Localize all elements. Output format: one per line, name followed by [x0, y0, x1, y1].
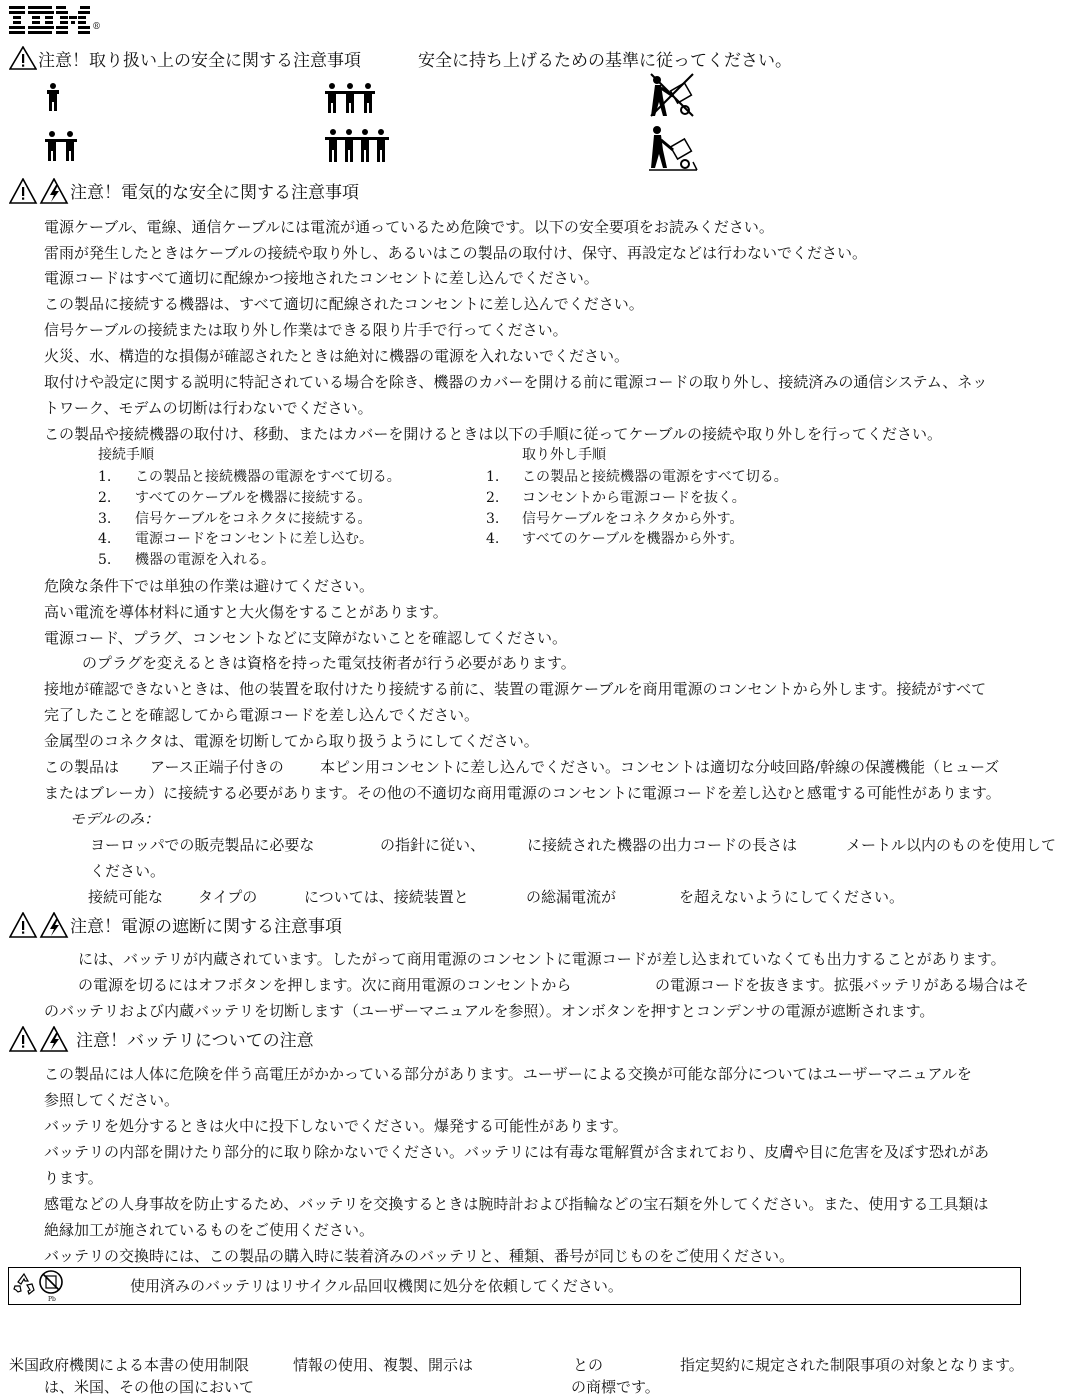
battery-heading: 注意！バッテリについての注意 — [76, 1031, 314, 1051]
connect-step-text: 機器の電源を入れる。 — [135, 552, 275, 568]
battery-line: 絶縁加工が施されているものをご使用ください。 — [44, 1221, 375, 1239]
battery-line: バッテリの交換時には、この製品の購入時に装着済みのバッテリと、種類、番号が同じものをご使用ください。 — [44, 1247, 795, 1265]
disconnect-step-text: すべてのケーブルを機器から外す。 — [522, 531, 744, 547]
leak-text-e: を超えないようにしてください。 — [679, 888, 905, 906]
shutoff-line: には、バッテリが内蔵されています。したがって商用電源のコンセントに電源コードが差し込まれていなくても出力することがあります。 — [78, 950, 1006, 968]
connect-step-number: 2. — [98, 490, 112, 506]
outlet-line2: またはブレーカ）に接続する必要があります。その他の不適切な商用電源のコンセントに電源コードを差し込むと感電する可能性があります。 — [44, 784, 1001, 802]
three-person-lift-icon — [324, 82, 376, 114]
shutoff-line: のバッテリおよび内蔵バッテリを切断します（ユーザーマニュアルを参照）。オンボタンを押すとコンデンサの電源が遮断されます。 — [44, 1002, 935, 1020]
ibm-logo — [9, 4, 89, 32]
leak-text-d: の総漏電流が — [526, 888, 617, 906]
footer-text-b: 情報の使用、複製、開示は — [293, 1356, 474, 1374]
footer-text-d: 指定契約に規定された制限事項の対象となります。 — [680, 1356, 1024, 1374]
footer-text-c: との — [573, 1356, 604, 1374]
connect-step-text: 電源コードをコンセントに差し込む。 — [135, 531, 373, 547]
two-person-lift-icon — [43, 130, 79, 162]
hand-truck-icon — [649, 124, 699, 172]
shutoff-heading: 注意！電源の遮断に関する注意事項 — [70, 917, 342, 937]
disconnect-step-number: 4. — [486, 531, 500, 547]
warning-triangle-icon — [9, 46, 37, 70]
electrical-line: 高い電流を導体材料に通すと大火傷をすることがあります。 — [44, 603, 448, 621]
electrical-line: 電源コードはすべて適切に配線かつ接地されたコンセントに差し込んでください。 — [44, 269, 599, 287]
no-hand-truck-icon — [647, 72, 697, 118]
pb-label: Pb — [48, 1296, 56, 1303]
outlet-text-b: アース正端子付きの — [150, 758, 284, 776]
battery-line: 感電などの人身事故を防止するため、バッテリを交換するときは腕時計および指輪などの宝石類を外してください。また、使用する工具類は — [44, 1195, 989, 1213]
connect-step-text: 信号ケーブルをコネクタに接続する。 — [135, 511, 372, 527]
leak-text-b: タイプの — [198, 888, 258, 906]
eu-text-c: に接続された機器の出力コードの長さは — [527, 836, 798, 854]
recycle-text: 使用済みのバッテリはリサイクル品回収機関に処分を依頼してください。 — [130, 1277, 623, 1295]
electrical-line: 危険な条件下では単独の作業は避けてください。 — [44, 577, 375, 595]
disconnect-step-text: コンセントから電源コードを抜く。 — [522, 490, 746, 506]
shutoff-line: の電源を切るにはオフボタンを押します。次に商用電源のコンセントから — [78, 976, 572, 994]
lifting-heading: 注意！取り扱い上の安全に関する注意事項 — [38, 51, 361, 71]
electrical-line: 信号ケーブルの接続または取り外し作業はできる限り片手で行ってください。 — [44, 321, 568, 339]
footer-text-a: 米国政府機関による本書の使用制限 — [9, 1356, 250, 1374]
electrical-line: この製品や接続機器の取付け、移動、またはカバーを開けるときは以下の手順に従ってケーブルの接続や取り外しを行ってください。 — [44, 425, 943, 443]
disconnect-step-text: この製品と接続機器の電源をすべて切る。 — [522, 469, 788, 485]
electrical-line: この製品に接続する機器は、すべて適切に配線されたコンセントに差し込んでください。 — [44, 295, 644, 313]
disconnect-step-number: 3. — [486, 511, 500, 527]
electrical-line: 取付けや設定に関する説明に特記されている場合を除き、機器のカバーを開ける前に電源コードの取り外し、接続済みの通信システム、ネッ — [44, 373, 988, 391]
electrical-line: 接地が確認できないときは、他の装置を取付けたり接続する前に、装置の電源ケーブルを商用電源のコンセントから外します。接続がすべて — [44, 680, 987, 698]
disconnect-title: 取り外し手順 — [522, 447, 606, 463]
one-person-lift-icon — [43, 82, 63, 112]
disconnect-step-number: 2. — [486, 490, 500, 506]
electric-warning-icon — [9, 912, 69, 938]
four-person-lift-icon — [324, 128, 390, 164]
eu-text-d: メートル以内のものを使用して — [846, 836, 1057, 854]
warning-triangle-icon — [9, 178, 69, 204]
connect-step-number: 5. — [98, 552, 112, 568]
electrical-line: 金属型のコネクタは、電源を切断してから取り扱うようにしてください。 — [44, 732, 539, 750]
electric-warning-icon — [9, 1026, 69, 1052]
outlet-text-a: この製品は — [44, 758, 120, 776]
electrical-line: トワーク、モデムの切断は行わないでください。 — [44, 399, 373, 417]
outlet-text-c: 本ピン用コンセントに差し込んでください。コンセントは適切な分岐回路/幹線の保護機能（ヒューズ — [320, 758, 1000, 776]
lifting-subheading: 安全に持ち上げるための基準に従ってください。 — [418, 51, 792, 71]
electrical-heading: 注意！電気的な安全に関する注意事項 — [70, 183, 359, 203]
model-only: モデルのみ： — [70, 810, 160, 828]
footer-text-f: の商標です。 — [571, 1378, 660, 1396]
electrical-line: 電源ケーブル、電線、通信ケーブルには電流が通っているため危険です。以下の安全要項をお読みください。 — [44, 218, 774, 236]
connect-step-text: この製品と接続機器の電源をすべて切る。 — [135, 469, 401, 485]
connect-title: 接続手順 — [98, 447, 154, 463]
battery-line: バッテリの内部を開けたり部分的に取り除かないでください。バッテリには有毒な電解質が含まれており、皮膚や目に危害を及ぼす恐れがあ — [44, 1143, 990, 1161]
shutoff-line: の電源コードを抜きます。拡張バッテリがある場合はそ — [655, 976, 1029, 994]
connect-step-text: すべてのケーブルを機器に接続する。 — [135, 490, 372, 506]
battery-line: ります。 — [44, 1169, 103, 1187]
registered-mark: ® — [92, 22, 101, 32]
recycle-icon — [12, 1272, 36, 1296]
disconnect-step-number: 1. — [486, 469, 500, 485]
connect-step-number: 1. — [98, 469, 112, 485]
disconnect-step-text: 信号ケーブルをコネクタから外す。 — [522, 511, 744, 527]
electrical-line: のプラグを変えるときは資格を持った電気技術者が行う必要があります。 — [82, 654, 576, 672]
eu-text-a: ヨーロッパでの販売製品に必要な — [90, 836, 315, 854]
leak-text-a: 接続可能な — [88, 888, 164, 906]
connect-step-number: 4. — [98, 531, 112, 547]
footer-text-e: は、米国、その他の国において — [44, 1378, 255, 1396]
electrical-line: 完了したことを確認してから電源コードを差し込んでください。 — [44, 706, 480, 724]
eu-text-b: の指針に従い、 — [380, 836, 486, 854]
leak-text-c: については、接続装置と — [304, 888, 469, 906]
electrical-line: 火災、水、構造的な損傷が確認されたときは絶対に機器の電源を入れないでください。 — [44, 347, 630, 365]
battery-line: この製品には人体に危険を伴う高電圧がかかっている部分があります。ユーザーによる交換が可能な部分についてはユーザーマニュアルを — [44, 1065, 972, 1083]
battery-line: バッテリを処分するときは火中に投下しないでください。爆発する可能性があります。 — [44, 1117, 628, 1135]
battery-line: 参照してください。 — [44, 1091, 180, 1109]
eu-line2: ください。 — [90, 862, 166, 880]
electrical-line: 電源コード、プラグ、コンセントなどに支障がないことを確認してください。 — [44, 629, 568, 647]
connect-step-number: 3. — [98, 511, 112, 527]
electrical-line: 雷雨が発生したときはケーブルの接続や取り外し、あるいはこの製品の取付け、保守、再設定などは行わないでください。 — [44, 244, 868, 262]
